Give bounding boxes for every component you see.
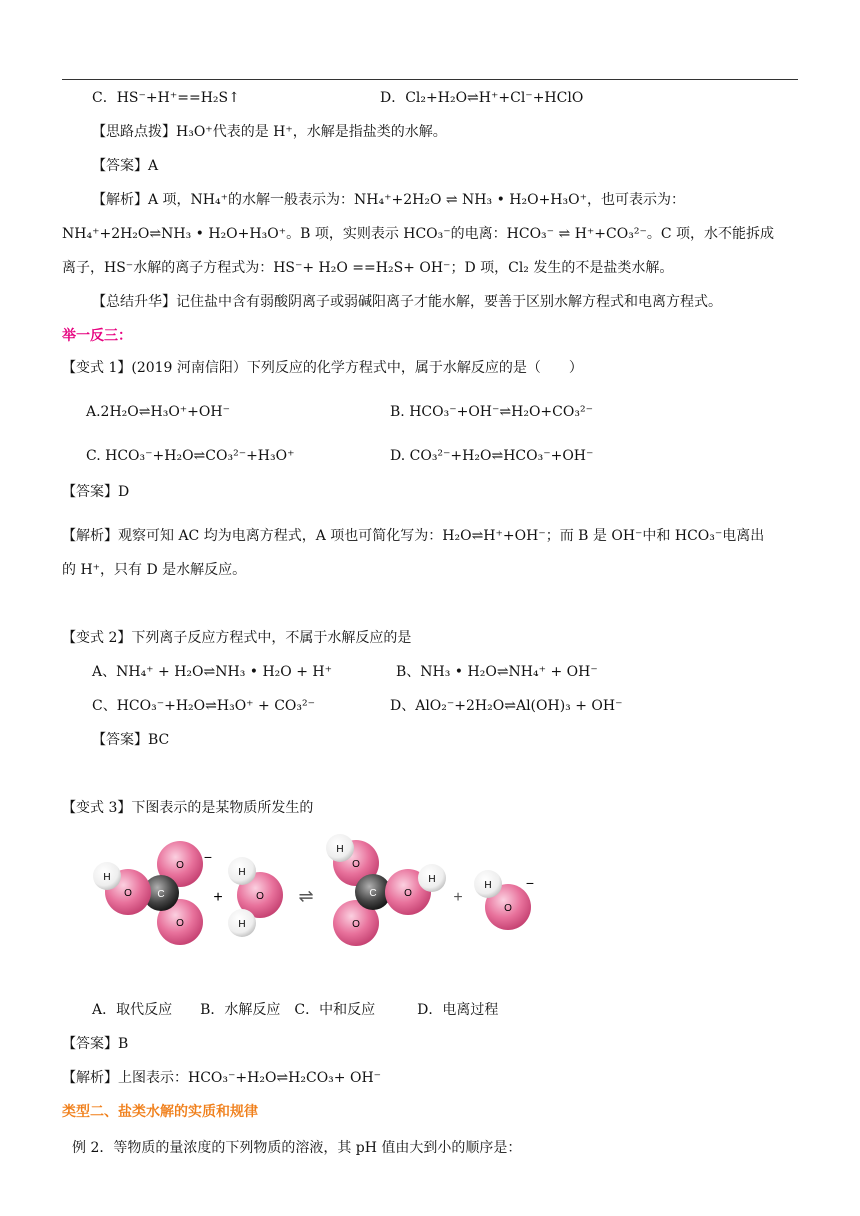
atom-label-o: O (176, 860, 184, 871)
atom-label-h: H (238, 919, 246, 930)
hydrolysis-molecule-diagram (88, 826, 548, 956)
negative-charge: − (203, 849, 213, 865)
option-d-top: D．Cl₂+H₂O⇌H⁺+Cl⁻+HClO (380, 90, 584, 106)
variant2-option-b: B、NH₃ • H₂O⇌NH₄⁺ + OH⁻ (396, 664, 598, 680)
example2-question: 例 2．等物质的量浓度的下列物质的溶液，其 pH 值由大到小的顺序是： (72, 1140, 522, 1156)
atom-label-o: O (352, 859, 360, 870)
atom-label-o: O (176, 918, 184, 929)
variant3-analysis: 【解析】上图表示：HCO₃⁻+H₂O⇌H₂CO₃+ OH⁻ (62, 1070, 382, 1086)
summary-text: 【总结升华】记住盐中含有弱酸阴离子或弱碱阳离子才能水解，要善于区别水解方程式和电离方程式。 (92, 294, 722, 310)
variant2-question: 【变式 2】下列离子反应方程式中，不属于水解反应的是 (62, 630, 412, 646)
atom-label-c: C (369, 888, 377, 899)
analysis-1-line-2: NH₄⁺+2H₂O⇌NH₃ • H₂O+H₃O⁺。B 项，实则表示 HCO₃⁻的电离：HCO₃⁻ ⇌ H⁺+CO₃²⁻。C 项，水不能拆成 (62, 226, 774, 242)
plus-sign: + (213, 889, 223, 906)
variant1-option-a: A.2H₂O⇌H₃O⁺+OH⁻ (86, 404, 230, 420)
atom-label-o: O (256, 891, 264, 902)
atom-label-o: O (124, 888, 132, 899)
bicarbonate-ion (93, 841, 212, 945)
atom-label-o: O (504, 903, 512, 914)
variant2-option-c: C、HCO₃⁻+H₂O⇌H₃O⁺ + CO₃²⁻ (92, 698, 315, 714)
equilibrium-arrow: ⇌ (298, 886, 314, 907)
variant1-option-b: B. HCO₃⁻+OH⁻⇌H₂O+CO₃²⁻ (390, 404, 593, 420)
atom-label-c: C (157, 889, 165, 900)
atom-label-h: H (103, 872, 111, 883)
variant1-option-c: C. HCO₃⁻+H₂O⇌CO₃²⁻+H₃O⁺ (86, 448, 295, 464)
atom-label-h: H (428, 874, 436, 885)
option-c-top: C．HS⁻+H⁺==H₂S↑ (92, 90, 240, 106)
hydroxide-ion (474, 870, 534, 930)
plus-sign: + (453, 889, 463, 906)
atom-label-o: O (404, 888, 412, 899)
variant3-question: 【变式 3】下图表示的是某物质所发生的 (62, 800, 314, 816)
variant2-option-d: D、AlO₂⁻+2H₂O⇌Al(OH)₃ + OH⁻ (390, 698, 623, 714)
atom-label-h: H (336, 844, 344, 855)
carbonic-acid-molecule (326, 834, 446, 946)
analysis-1-line-3: 离子，HS⁻水解的离子方程式为：HS⁻+ H₂O ==H₂S+ OH⁻；D 项，Cl₂ 发生的不是盐类水解。 (62, 260, 674, 276)
water-molecule (228, 857, 283, 937)
variant1-analysis-line-2: 的 H⁺，只有 D 是水解反应。 (62, 562, 247, 578)
variant3-answer: 【答案】B (62, 1036, 129, 1052)
variant3-options: A．取代反应 B．水解反应 C．中和反应 D．电离过程 (92, 1002, 499, 1018)
negative-charge: − (525, 875, 535, 891)
atom-label-h: H (238, 867, 246, 878)
variant1-analysis-line-1: 【解析】观察可知 AC 均为电离方程式，A 项也可简化写为：H₂O⇌H⁺+OH⁻；而 B 是 OH⁻中和 HCO₃⁻电离出 (62, 528, 765, 544)
variant1-option-d: D. CO₃²⁻+H₂O⇌HCO₃⁻+OH⁻ (390, 448, 594, 464)
section-heading: 举一反三： (62, 328, 132, 344)
variant1-question: 【变式 1】(2019 河南信阳）下列反应的化学方程式中，属于水解反应的是（ ） (62, 360, 583, 376)
type2-heading: 类型二、盐类水解的实质和规律 (62, 1104, 258, 1120)
analysis-1-line-1: 【解析】A 项，NH₄⁺的水解一般表示为：NH₄⁺+2H₂O ⇌ NH₃ • H₂O+H₃O⁺，也可表示为： (92, 192, 685, 208)
answer-1: 【答案】A (92, 158, 159, 174)
hint-text: 【思路点拨】H₃O⁺代表的是 H⁺，水解是指盐类的水解。 (92, 124, 447, 140)
variant2-answer: 【答案】BC (92, 732, 170, 748)
header-rule (62, 79, 798, 80)
atom-label-o: O (352, 919, 360, 930)
variant1-answer: 【答案】D (62, 484, 130, 500)
variant2-option-a: A、NH₄⁺ + H₂O⇌NH₃ • H₂O + H⁺ (92, 664, 332, 680)
atom-label-h: H (484, 880, 492, 891)
